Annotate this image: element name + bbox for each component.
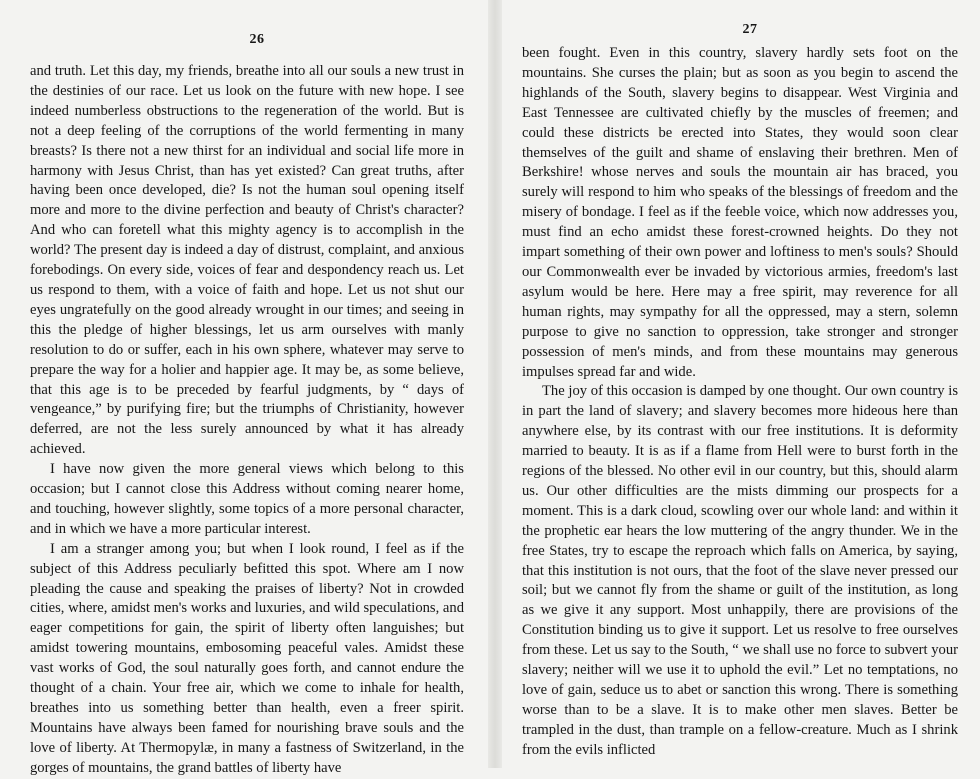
paragraph: and truth. Let this day, my friends, breathe into all our souls a new trust in the destinies of our race. Let us look on the future with new hope. I see indeed numberless obstructions to the regeneration of the world. But is not a deep feeling of the corruptions of the world fermenting in many breasts? Is there not a new thirst for an individual and social life more in harmony with Jesus Christ, than has yet existed? Can great truths, after having been once developed, die? Is not the human soul opening itself more and more to the divine perfection and beauty of Christ's character? And who can foretell what this mighty agency is to accomplish in the world? The present day is indeed a day of distrust, complaint, and anxious forebodings. On every side, voices of fear and despondency reach us. Let us respond to them, with a voice of faith and hope. Let us not shut our eyes ungratefully on the good already wrought in our times; and seeing in this the pledge of higher blessings, let us arm ourselves with manly resolution to do or suffer, each in his own sphere, whatever may serve to prepare the way for a holier and happier age. It may be, as some believe, that this age is to be preceded by fearful judgments, by “ days of vengeance,” by purifying fire; but the triumphs of Christianity, however deferred, are not the less surely announced by what it has already achieved. — [30, 63, 464, 458]
paragraph: I am a stranger among you; but when I look round, I feel as if the subject of this Address peculiarly befitted this spot. Where am I now pleading the cause and speaking the praises of liberty? Not in crowded cities, where, amidst men's works and luxuries, and wild speculations, and eager competitions for gain, the spirit of liberty often languishes; but amidst towering mountains, embosoming peaceful vales. Amidst these vast works of God, the soul naturally goes forth, and cannot endure the thought of a chain. Your free air, which we come to inhale for health, breathes into us something better than health, even a freer spirit. Mountains have always been famed for nourishing brave souls and the love of liberty. At Thermopylæ, in many a fastness of Switzerland, in the gorges of mountains, the grand battles of liberty have — [30, 540, 464, 776]
paragraph: The joy of this occasion is damped by one thought. Our own country is in part the land of slavery; and slavery becomes more hideous here than anywhere else, by its contrast with our free institutions. It is deformity married to beauty. It is as if a flame from Hell were to burst forth in the regions of the blessed. No other evil in our country, but this, should alarm us. Our other difficulties are the mists dimming our prospects for a moment. This is a dark cloud, scowling over our whole land: and within it the prophetic ear hears the low muttering of the angry thunder. We in the free States, try to escape the reproach which falls on America, by saying, that this institution is not ours, that the foot of the slave never pressed our soil; but we cannot fly from the shame or guilt of the institution, as long as we give it any support. Most unhappily, there are provisions of the Constitution binding us to give it support. Let us resolve to free ourselves from these. Let us say to the South, “ we shall use no force to subvert your slavery; neither will we use it to uphold the evil.” Let no temptations, no love of gain, seduce us to abet or sanction this wrong. There is something worse than to be a slave. It is to make other men slaves. Better be trampled in the dust, than trample on a fellow-creature. Much as I shrink from the evils inflicted — [522, 383, 958, 758]
left-page — [0, 0, 490, 776]
page-number: 27 — [742, 22, 758, 37]
right-page — [500, 0, 980, 768]
paragraph: I have now given the more general views which belong to this occasion; but I cannot close this Address without coming nearer home, and touching, however slightly, some topics of a more personal character, and in which we have a more particular interest. — [30, 461, 464, 537]
page-number: 26 — [249, 32, 265, 47]
paragraph: been fought. Even in this country, slavery hardly sets foot on the mountains. She curses the plain; but as soon as you begin to ascend the highlands of the South, slavery begins to disappear. West Virginia and East Tennessee are cultivated chiefly by the muscles of freemen; and could these districts be erected into States, they would soon clear themselves of the guilt and shame of enslaving their brethren. Men of Berkshire! whose nerves and souls the mountain air has braced, you surely will respond to him who speaks of the blessings of freedom and the misery of bondage. I feel as if the feeble voice, which now addresses you, must find an echo amidst these forest-crowned heights. Do they not impart something of their own power and loftiness to men's souls? Should our Commonwealth ever be invaded by victorious armies, freedom's last asylum would be here. Here may a free spirit, may reverence for all human rights, may sympathy for all the oppressed, may a stern, solemn purpose to give no sanction to oppression, take stronger and stronger possession of men's minds, and from these mountains may generous impulses spread far and wide. — [522, 45, 958, 380]
